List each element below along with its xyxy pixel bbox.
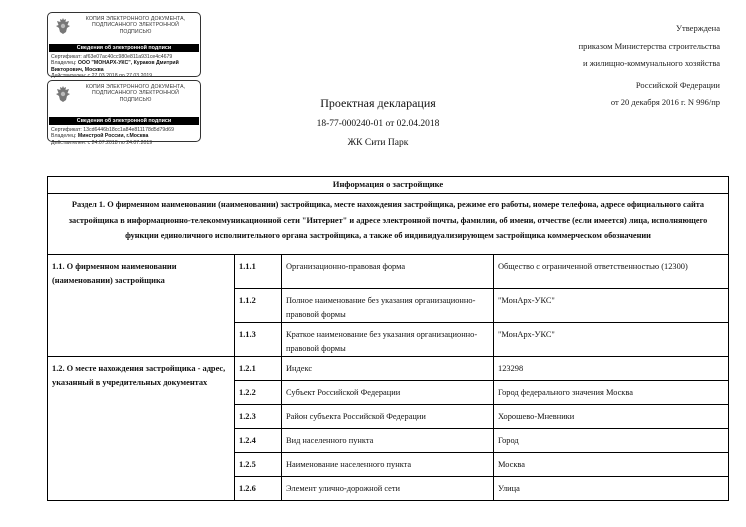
row-label: Краткое наименование без указания организационно-правовой формы: [282, 323, 494, 357]
row-value: "МонАрх-УКС": [494, 323, 729, 357]
row-value: Общество с ограниченной ответственностью (12300): [494, 255, 729, 289]
row-label: Район субъекта Российской Федерации: [282, 405, 494, 429]
row-code: 1.2.5: [235, 453, 282, 477]
row-value: Хорошево-Мневники: [494, 405, 729, 429]
approval-block: [579, 20, 720, 112]
project-name: ЖК Сити Парк: [347, 138, 409, 148]
declaration-number: 18-77-000240-01 от 02.04.2018: [316, 119, 440, 129]
coat-of-arms-icon: [55, 85, 71, 103]
stamp-caption: КОПИЯ ЭЛЕКТРОННОГО ДОКУМЕНТА, ПОДПИСАННОГО ЭЛЕКТРОННОЙ ПОДПИСЬЮ: [85, 16, 186, 35]
row-label: Субъект Российской Федерации: [282, 381, 494, 405]
row-code: 1.2.1: [235, 357, 282, 381]
group-title: 1.1. О фирменном наименовании (наименовании) застройщика: [48, 255, 235, 357]
row-code: 1.2.4: [235, 429, 282, 453]
table-header: Информация о застройщике: [48, 177, 729, 194]
group-title: 1.2. О месте нахождения застройщика - адрес, указанный в учредительных документах: [48, 357, 235, 501]
row-label: Элемент улично-дорожной сети: [282, 477, 494, 501]
approval-line: Утверждена: [675, 23, 720, 33]
document-title: Проектная декларация: [320, 96, 436, 110]
row-label: Организационно-правовая форма: [282, 255, 494, 289]
approval-line: и жилищно-коммунального хозяйства: [583, 58, 720, 68]
approval-line: приказом Министерства строительства: [578, 40, 720, 51]
row-code: 1.2.3: [235, 405, 282, 429]
row-value: Город федерального значения Москва: [494, 381, 729, 405]
coat-of-arms-icon: [55, 17, 71, 35]
stamp-caption: КОПИЯ ЭЛЕКТРОННОГО ДОКУМЕНТА, ПОДПИСАННОГО ЭЛЕКТРОННОЙ ПОДПИСЬЮ: [85, 84, 186, 103]
table-row: [48, 255, 729, 289]
row-value: "МонАрх-УКС": [494, 289, 729, 323]
stamp-title-bar: Сведения об электронной подписи: [49, 44, 199, 52]
row-value: Город: [494, 429, 729, 453]
section-row: [48, 194, 729, 255]
row-code: 1.2.6: [235, 477, 282, 501]
e-signature-stamp-1: [47, 12, 201, 80]
certificate-id: af63e07ac40cc980e811a931ce4c4679: [83, 54, 173, 60]
developer-info-table: [47, 176, 729, 501]
stamp-title-bar: Сведения об электронной подписи: [49, 117, 199, 125]
row-code: 1.2.2: [235, 381, 282, 405]
validity-period: с 24.07.2018 по 24.07.2019: [87, 139, 153, 146]
row-label: Наименование населенного пункта: [282, 453, 494, 477]
row-label: Индекс: [282, 357, 494, 381]
validity-period: с 27.03.2018 по 27.03.2019: [87, 73, 153, 80]
row-value: Улица: [494, 477, 729, 501]
owner-name: ООО "МОНАРХ-УКС", Кураков Дмитрий Викторович, Москва: [51, 60, 179, 73]
approval-line: от 20 декабря 2016 г. N 996/пр: [610, 97, 720, 107]
stamp-info: Сертификат: 13cd6446b18cc1a84e811178d5d79d69 Владелец: Минстрой России, г.Москва Действителен: с 24.07.2018 по 24.07.2019: [51, 127, 174, 146]
table-header-row: [48, 177, 729, 194]
document-title-block: [250, 95, 506, 152]
owner-name: Минстрой России, г.Москва: [77, 133, 149, 140]
certificate-id: 13cd6446b18cc1a84e811178d5d79d69: [83, 127, 174, 133]
row-label: Полное наименование без указания организационно-правовой формы: [282, 289, 494, 323]
approval-line: Российской Федерации: [635, 79, 720, 90]
row-label: Вид населенного пункта: [282, 429, 494, 453]
table-row: [48, 357, 729, 381]
e-signature-stamp-2: [47, 80, 201, 146]
row-value: 123298: [494, 357, 729, 381]
row-code: 1.1.1: [235, 255, 282, 289]
row-value: Москва: [494, 453, 729, 477]
row-code: 1.1.2: [235, 289, 282, 323]
section-title: Раздел 1. О фирменном наименовании (наименовании) застройщика, месте нахождения застройщика, режиме его работы, номере телефона, адресе официального сайта застройщика в информационно-телекоммуникационной сети "Интернет" и адресе электронной почты, фамилии, об имени, отчестве (если имеется) лица, исполняющего функции единоличного исполнительного органа застройщика, а также об индивидуализирующем застройщика коммерческом обозначении: [48, 194, 729, 255]
row-code: 1.1.3: [235, 323, 282, 357]
stamp-info: Сертификат: af63e07ac40cc980e811a931ce4c4679 Владелец: ООО "МОНАРХ-УКС", Кураков Дмитрий Викторович, Москва Действителен: с 27.03.2018 по 27.03.2019: [51, 54, 179, 80]
